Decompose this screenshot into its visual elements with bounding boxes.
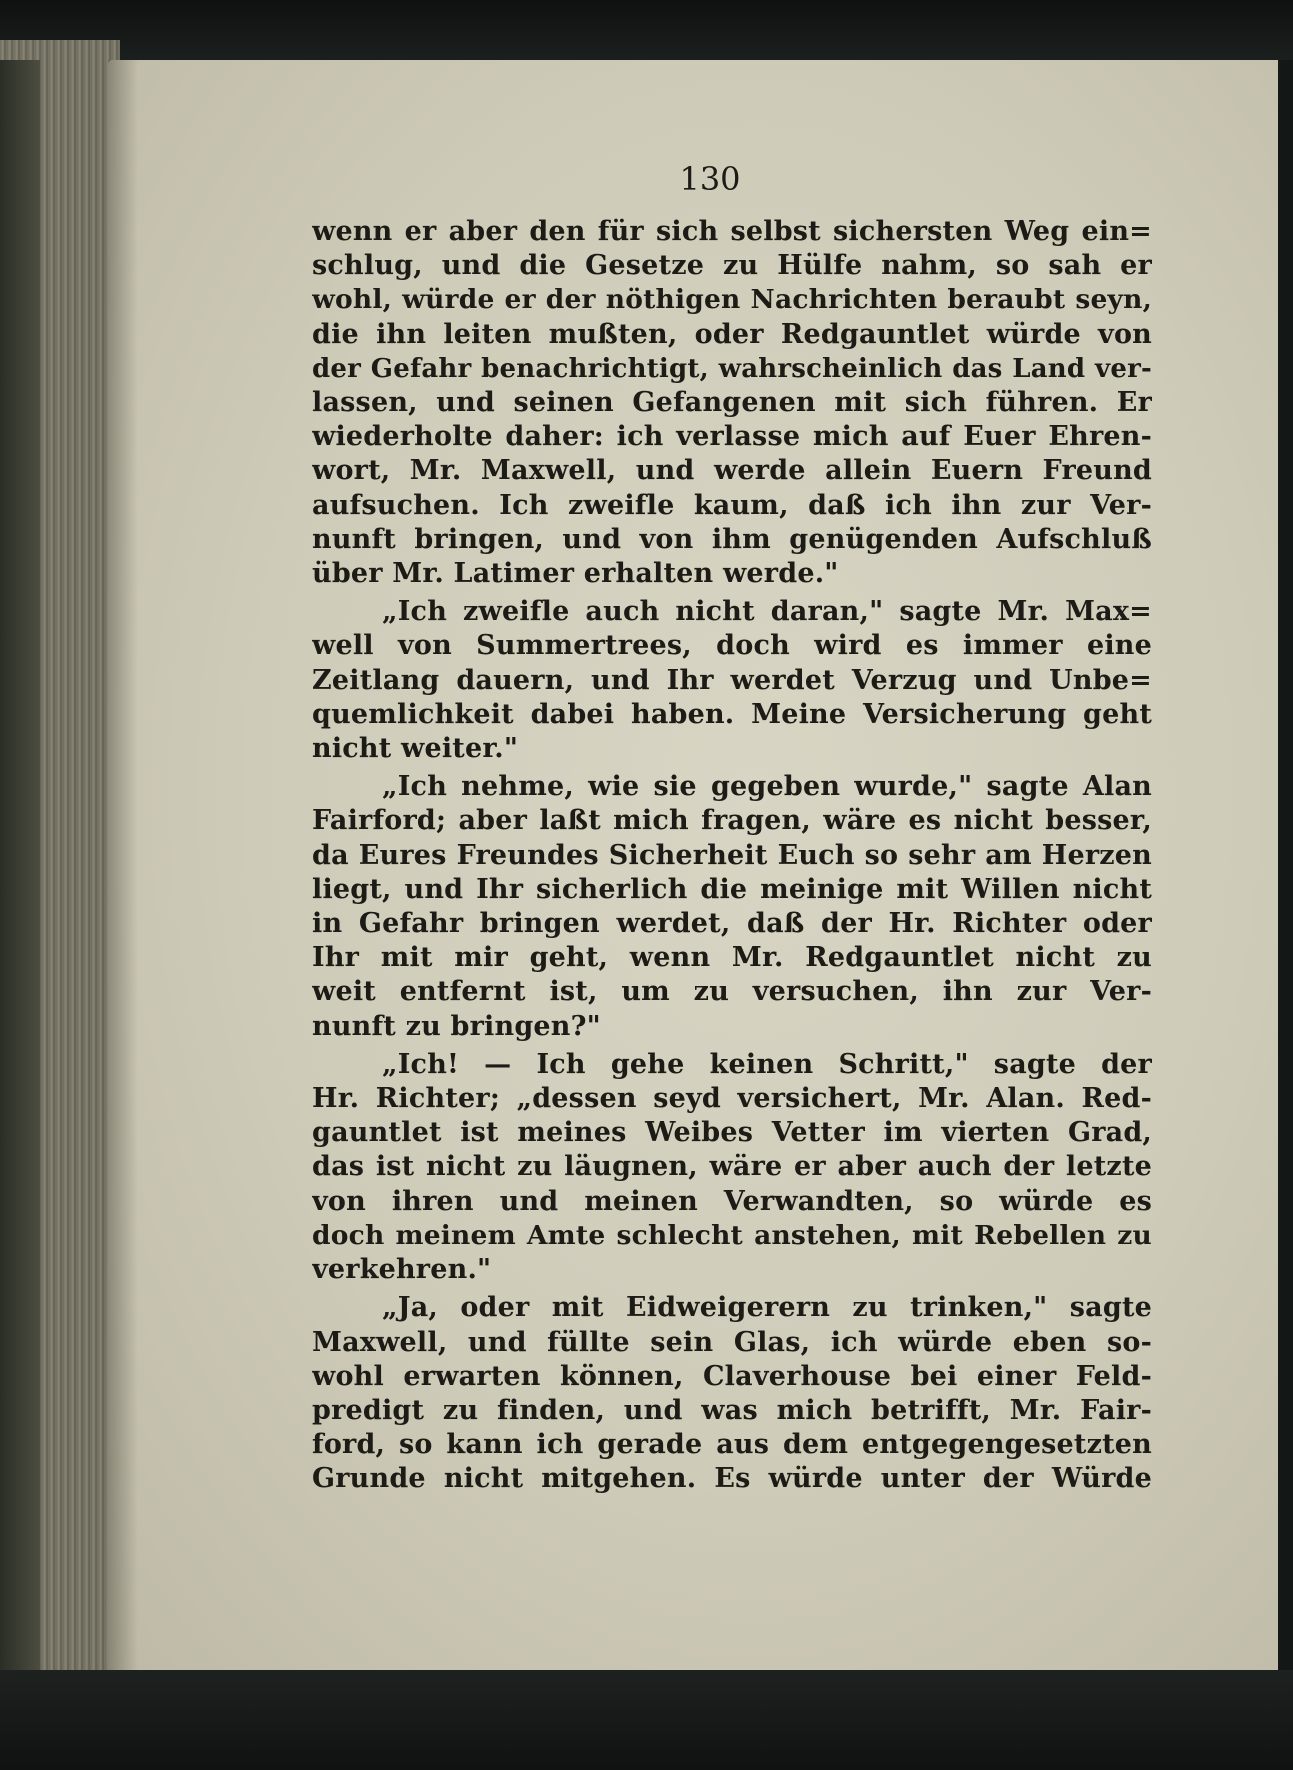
- text-line: weit entfernt ist, um zu versuchen, ihn zur Ver-: [312, 976, 1152, 1008]
- text-line: liegt, und Ihr sicherlich die meinige mit Willen nicht: [312, 873, 1152, 905]
- text-line: wohl erwarten können, Claverhouse bei einer Feld-: [312, 1360, 1152, 1392]
- text-line: Grunde nicht mitgehen. Es würde unter der Würde: [312, 1463, 1152, 1495]
- book-spine-shadow: [0, 60, 40, 1680]
- body-text: [312, 215, 1152, 1497]
- text-line: well von Summertrees, doch wird es immer eine: [312, 630, 1152, 662]
- text-line: Ihr mit mir geht, wenn Mr. Redgauntlet nicht zu: [312, 942, 1152, 974]
- text-line: von ihren und meinen Verwandten, so würde es: [312, 1185, 1152, 1217]
- top-shadow: [0, 0, 1293, 60]
- text-line: lassen, und seinen Gefangenen mit sich führen. Er: [312, 387, 1152, 419]
- text-line: der Gefahr benachrichtigt, wahrscheinlich das Land ver-: [312, 353, 1152, 384]
- text-line: aufsuchen. Ich zweifle kaum, daß ich ihn zur Ver-: [312, 489, 1152, 521]
- text-line: predigt zu finden, und was mich betrifft, Mr. Fair-: [312, 1394, 1152, 1426]
- text-line: verkehren.": [312, 1254, 492, 1286]
- text-line: quemlichkeit dabei haben. Meine Versicherung geht: [312, 698, 1152, 730]
- text-line: Fairford; aber laßt mich fragen, wäre es nicht besser,: [312, 805, 1152, 837]
- text-line: nunft bringen, und von ihm genügenden Aufschluß: [312, 523, 1152, 555]
- text-line: wiederholte daher: ich verlasse mich auf Euer Ehren-: [312, 421, 1152, 453]
- text-line: „Ich zweifle auch nicht daran," sagte Mr. Max=: [382, 596, 1152, 628]
- text-line: gauntlet ist meines Weibes Vetter im vierten Grad,: [312, 1117, 1152, 1149]
- text-line: doch meinem Amte schlecht anstehen, mit Rebellen zu: [312, 1219, 1152, 1251]
- text-line: nunft zu bringen?": [312, 1010, 601, 1042]
- text-line: „Ja, oder mit Eidweigerern zu trinken," sagte: [382, 1292, 1152, 1324]
- text-line: schlug, und die Gesetze zu Hülfe nahm, so sah er: [312, 250, 1152, 282]
- text-line: Hr. Richter; „dessen seyd versichert, Mr. Alan. Red-: [312, 1083, 1152, 1115]
- text-line: wort, Mr. Maxwell, und werde allein Euern Freund: [312, 455, 1152, 487]
- text-line: „Ich nehme, wie sie gegeben wurde," sagte Alan: [382, 771, 1152, 803]
- text-line: „Ich! — Ich gehe keinen Schritt," sagte der: [382, 1048, 1152, 1080]
- text-line: die ihn leiten mußten, oder Redgauntlet würde von: [312, 318, 1152, 350]
- page-number: 130: [679, 160, 741, 198]
- text-line: Zeitlang dauern, und Ihr werdet Verzug und Unbe=: [312, 664, 1152, 696]
- text-line: nicht weiter.": [312, 733, 519, 765]
- text-line: Maxwell, und füllte sein Glas, ich würde eben so-: [312, 1326, 1152, 1358]
- page-gutter-shadow: [108, 60, 138, 1680]
- text-line: das ist nicht zu läugnen, wäre er aber auch der letzte: [312, 1151, 1152, 1183]
- text-line: wohl, würde er der nöthigen Nachrichten beraubt seyn,: [312, 284, 1152, 316]
- text-line: in Gefahr bringen werdet, daß der Hr. Richter oder: [312, 908, 1152, 940]
- text-line: wenn er aber den für sich selbst sichersten Weg ein=: [312, 216, 1152, 247]
- text-line: da Eures Freundes Sicherheit Euch so sehr am Herzen: [312, 839, 1152, 871]
- text-line: über Mr. Latimer erhalten werde.": [312, 558, 839, 590]
- text-line: ford, so kann ich gerade aus dem entgegengesetzten: [312, 1429, 1152, 1461]
- bottom-shadow: [0, 1670, 1293, 1770]
